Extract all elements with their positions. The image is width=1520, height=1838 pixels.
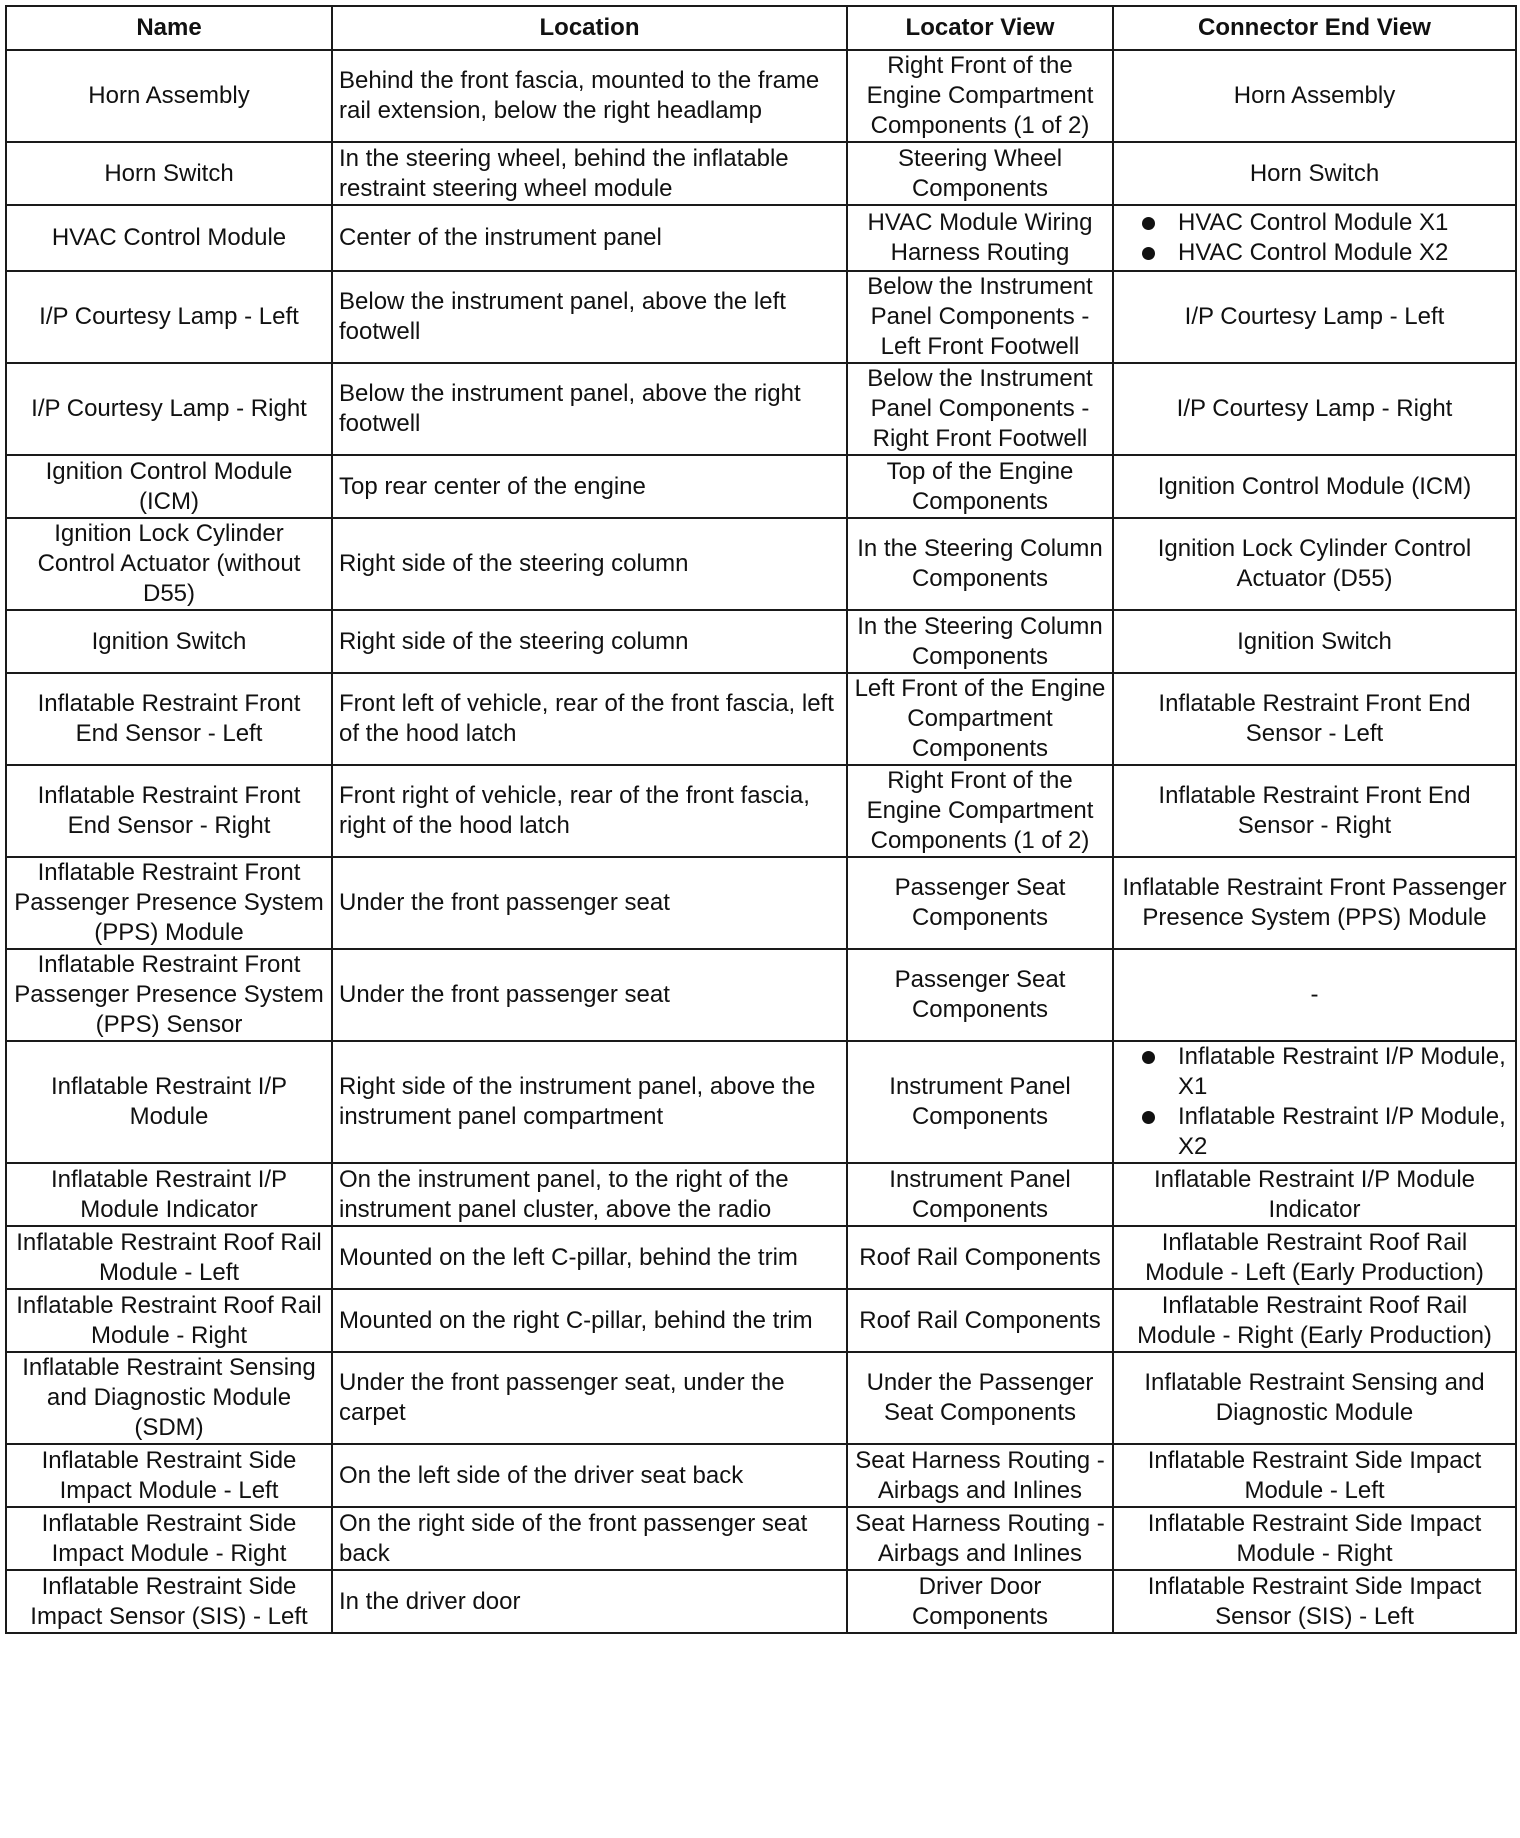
cell-locator-view: Passenger Seat Components [847, 857, 1113, 949]
cell-locator-view: HVAC Module Wiring Harness Routing [847, 205, 1113, 271]
header-name: Name [6, 6, 332, 50]
cell-locator-view: Top of the Engine Components [847, 455, 1113, 518]
cell-location: Under the front passenger seat [332, 857, 847, 949]
cell-connector-end-view: I/P Courtesy Lamp - Left [1113, 271, 1516, 363]
cell-connector-end-view: Inflatable Restraint Side Impact Module - Left [1113, 1444, 1516, 1507]
cell-connector-end-view: - [1113, 949, 1516, 1041]
table-row [6, 50, 1516, 142]
cell-locator-view: Right Front of the Engine Compartment Components (1 of 2) [847, 50, 1113, 142]
cell-locator-view: Below the Instrument Panel Components - Right Front Footwell [847, 363, 1113, 455]
cell-name: HVAC Control Module [6, 205, 332, 271]
cell-name: I/P Courtesy Lamp - Left [6, 271, 332, 363]
cell-name: Inflatable Restraint Front End Sensor - Right [6, 765, 332, 857]
header-connector-end-view: Connector End View [1113, 6, 1516, 50]
cell-connector-end-view: I/P Courtesy Lamp - Right [1113, 363, 1516, 455]
cell-location: On the instrument panel, to the right of the instrument panel cluster, above the radio [332, 1163, 847, 1226]
table-row [6, 610, 1516, 673]
cell-location: In the driver door [332, 1570, 847, 1633]
cell-name: Inflatable Restraint I/P Module Indicator [6, 1163, 332, 1226]
cell-locator-view: Seat Harness Routing - Airbags and Inlines [847, 1444, 1113, 1507]
cell-location: Under the front passenger seat, under the carpet [332, 1352, 847, 1444]
cell-locator-view: Under the Passenger Seat Components [847, 1352, 1113, 1444]
cell-location: Center of the instrument panel [332, 205, 847, 271]
cell-connector-end-view: Inflatable Restraint Roof Rail Module - Right (Early Production) [1113, 1289, 1516, 1352]
cell-connector-end-view: Inflatable Restraint Roof Rail Module - Left (Early Production) [1113, 1226, 1516, 1289]
cell-name: Inflatable Restraint Sensing and Diagnostic Module (SDM) [6, 1352, 332, 1444]
component-locator-table-container [5, 5, 1515, 1634]
cell-name: Inflatable Restraint Front End Sensor - Left [6, 673, 332, 765]
cell-locator-view: Right Front of the Engine Compartment Components (1 of 2) [847, 765, 1113, 857]
cell-location: Front left of vehicle, rear of the front fascia, left of the hood latch [332, 673, 847, 765]
cell-location: Right side of the steering column [332, 610, 847, 673]
table-row [6, 1289, 1516, 1352]
cell-connector-end-view: Inflatable Restraint Front End Sensor - Left [1113, 673, 1516, 765]
table-row [6, 1352, 1516, 1444]
cell-connector-end-view: Inflatable Restraint Front Passenger Presence System (PPS) Module [1113, 857, 1516, 949]
header-location: Location [332, 6, 847, 50]
cell-locator-view: Below the Instrument Panel Components - Left Front Footwell [847, 271, 1113, 363]
table-row [6, 1507, 1516, 1570]
cell-location: Under the front passenger seat [332, 949, 847, 1041]
connector-list-item: Inflatable Restraint I/P Module, X1 [1120, 1042, 1509, 1102]
cell-location: In the steering wheel, behind the inflatable restraint steering wheel module [332, 142, 847, 205]
cell-locator-view: Driver Door Components [847, 1570, 1113, 1633]
cell-locator-view: Roof Rail Components [847, 1226, 1113, 1289]
cell-name: Ignition Switch [6, 610, 332, 673]
cell-connector-end-view: Inflatable Restraint I/P Module Indicator [1113, 1163, 1516, 1226]
table-row [6, 363, 1516, 455]
cell-connector-end-view: Inflatable Restraint Sensing and Diagnostic Module [1113, 1352, 1516, 1444]
cell-name: Inflatable Restraint Roof Rail Module - Right [6, 1289, 332, 1352]
connector-list-item: HVAC Control Module X1 [1120, 208, 1509, 238]
cell-location: Right side of the instrument panel, above the instrument panel compartment [332, 1041, 847, 1163]
cell-name: Inflatable Restraint Side Impact Module - Left [6, 1444, 332, 1507]
connector-list-item: Inflatable Restraint I/P Module, X2 [1120, 1102, 1509, 1162]
cell-name: Inflatable Restraint Side Impact Module - Right [6, 1507, 332, 1570]
cell-locator-view: Seat Harness Routing - Airbags and Inlines [847, 1507, 1113, 1570]
cell-name: Horn Assembly [6, 50, 332, 142]
cell-location: Mounted on the right C-pillar, behind the trim [332, 1289, 847, 1352]
table-row [6, 673, 1516, 765]
cell-connector-end-view: Ignition Lock Cylinder Control Actuator (D55) [1113, 518, 1516, 610]
table-row [6, 949, 1516, 1041]
cell-locator-view: Roof Rail Components [847, 1289, 1113, 1352]
cell-connector-end-view: Inflatable Restraint Side Impact Sensor (SIS) - Left [1113, 1570, 1516, 1633]
cell-name: I/P Courtesy Lamp - Right [6, 363, 332, 455]
cell-name: Inflatable Restraint Roof Rail Module - Left [6, 1226, 332, 1289]
cell-location: Top rear center of the engine [332, 455, 847, 518]
cell-locator-view: In the Steering Column Components [847, 610, 1113, 673]
table-row [6, 205, 1516, 271]
cell-location: Below the instrument panel, above the left footwell [332, 271, 847, 363]
table-header [6, 6, 1516, 50]
cell-location: Mounted on the left C-pillar, behind the trim [332, 1226, 847, 1289]
cell-name: Horn Switch [6, 142, 332, 205]
cell-location: On the right side of the front passenger seat back [332, 1507, 847, 1570]
cell-connector-end-view: Ignition Switch [1113, 610, 1516, 673]
cell-location: Below the instrument panel, above the right footwell [332, 363, 847, 455]
cell-locator-view: Instrument Panel Components [847, 1041, 1113, 1163]
connector-list [1120, 208, 1509, 268]
connector-list [1120, 1042, 1509, 1162]
component-locator-table [5, 5, 1517, 1634]
cell-location: On the left side of the driver seat back [332, 1444, 847, 1507]
cell-name: Inflatable Restraint Side Impact Sensor (SIS) - Left [6, 1570, 332, 1633]
cell-connector-end-view: Inflatable Restraint Front End Sensor - Right [1113, 765, 1516, 857]
cell-name: Inflatable Restraint Front Passenger Presence System (PPS) Sensor [6, 949, 332, 1041]
cell-location: Right side of the steering column [332, 518, 847, 610]
table-row [6, 455, 1516, 518]
cell-name: Inflatable Restraint I/P Module [6, 1041, 332, 1163]
table-row [6, 1570, 1516, 1633]
table-row [6, 765, 1516, 857]
table-row [6, 142, 1516, 205]
cell-name: Ignition Lock Cylinder Control Actuator (without D55) [6, 518, 332, 610]
connector-list-item: HVAC Control Module X2 [1120, 238, 1509, 268]
cell-connector-end-view: Inflatable Restraint Side Impact Module - Right [1113, 1507, 1516, 1570]
table-row [6, 1226, 1516, 1289]
table-row [6, 1163, 1516, 1226]
cell-locator-view: Left Front of the Engine Compartment Components [847, 673, 1113, 765]
cell-locator-view: Passenger Seat Components [847, 949, 1113, 1041]
cell-connector-end-view [1113, 205, 1516, 271]
table-row [6, 271, 1516, 363]
cell-connector-end-view: Horn Assembly [1113, 50, 1516, 142]
cell-location: Behind the front fascia, mounted to the frame rail extension, below the right headlamp [332, 50, 847, 142]
cell-connector-end-view: Ignition Control Module (ICM) [1113, 455, 1516, 518]
cell-locator-view: Instrument Panel Components [847, 1163, 1113, 1226]
cell-locator-view: Steering Wheel Components [847, 142, 1113, 205]
cell-locator-view: In the Steering Column Components [847, 518, 1113, 610]
table-body [6, 50, 1516, 1633]
table-row [6, 857, 1516, 949]
table-row [6, 1444, 1516, 1507]
cell-name: Inflatable Restraint Front Passenger Presence System (PPS) Module [6, 857, 332, 949]
cell-connector-end-view: Horn Switch [1113, 142, 1516, 205]
cell-connector-end-view [1113, 1041, 1516, 1163]
header-row [6, 6, 1516, 50]
table-row [6, 518, 1516, 610]
cell-name: Ignition Control Module (ICM) [6, 455, 332, 518]
cell-location: Front right of vehicle, rear of the front fascia, right of the hood latch [332, 765, 847, 857]
header-locator-view: Locator View [847, 6, 1113, 50]
table-row [6, 1041, 1516, 1163]
